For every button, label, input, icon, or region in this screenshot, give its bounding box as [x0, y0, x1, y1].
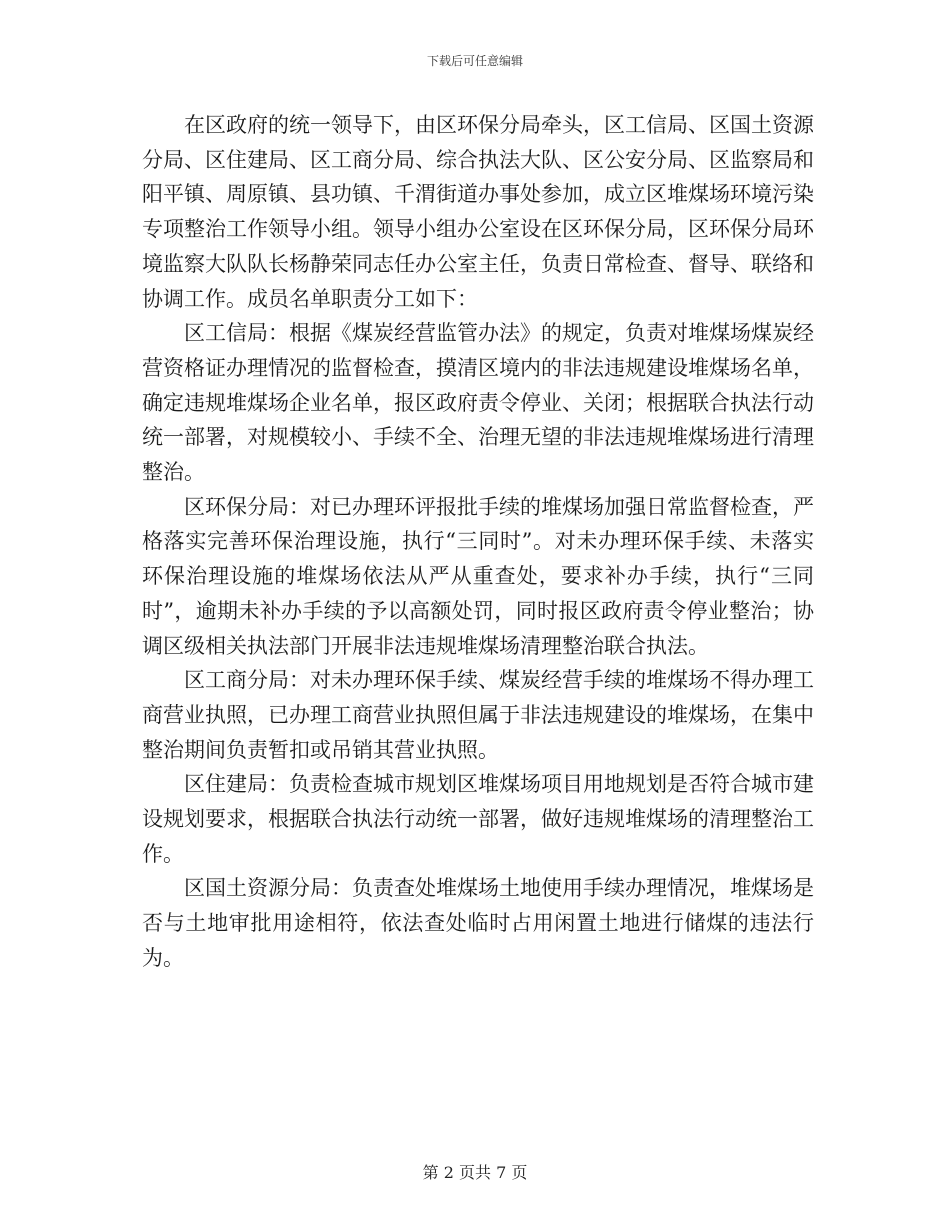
paragraph-housing-bureau: 区住建局：负责检查城市规划区堆煤场项目用地规划是否符合城市建设规划要求，根据联合执法行动统一部署，做好违规堆煤场的清理整治工作。 [142, 772, 814, 866]
paragraph-industry-bureau: 区工信局：根据《煤炭经营监管办法》的规定，负责对堆煤场煤炭经营资格证办理情况的监督检查，摸清区境内的非法违规建设堆煤场名单，确定违规堆煤场企业名单，报区政府责令停业、关闭；根据联合执法行动统一部署，对规模较小、手续不全、治理无望的非法违规堆煤场进行清理整治。 [142, 321, 814, 485]
paragraph-environment-bureau: 区环保分局：对已办理环评报批手续的堆煤场加强日常监督检查，严格落实完善环保治理设施，执行“三同时”。对未办理环保手续、未落实环保治理设施的堆煤场依法从严从重查处，要求补办手续，执行“三同时”，逾期未补办手续的予以高额处罚，同时报区政府责令停业整治；协调区级相关执法部门开展非法违规堆煤场清理整治联合执法。 [142, 494, 814, 658]
paragraph-intro: 在区政府的统一领导下，由区环保分局牵头，区工信局、区国土资源分局、区住建局、区工商分局、综合执法大队、区公安分局、区监察局和阳平镇、周原镇、县功镇、千渭街道办事处参加，成立区堆煤场环境污染专项整治工作领导小组。领导小组办公室设在区环保分局，区环保分局环境监察大队队长杨静荣同志任办公室主任，负责日常检查、督导、联络和协调工作。成员名单职责分工如下： [142, 113, 814, 311]
paragraph-commerce-bureau: 区工商分局：对未办理环保手续、煤炭经营手续的堆煤场不得办理工商营业执照，已办理工商营业执照但属于非法违规建设的堆煤场，在集中整治期间负责暂扣或吊销其营业执照。 [142, 668, 814, 762]
page-number: 第 2 页共 7 页 [422, 1163, 528, 1182]
document-body [142, 108, 814, 976]
page-header: 下载后可任意编辑 [426, 54, 523, 68]
paragraph-land-bureau: 区国土资源分局：负责查处堆煤场土地使用手续办理情况，堆煤场是否与土地审批用途相符，依法查处临时占用闲置土地进行储煤的违法行为。 [142, 876, 814, 970]
